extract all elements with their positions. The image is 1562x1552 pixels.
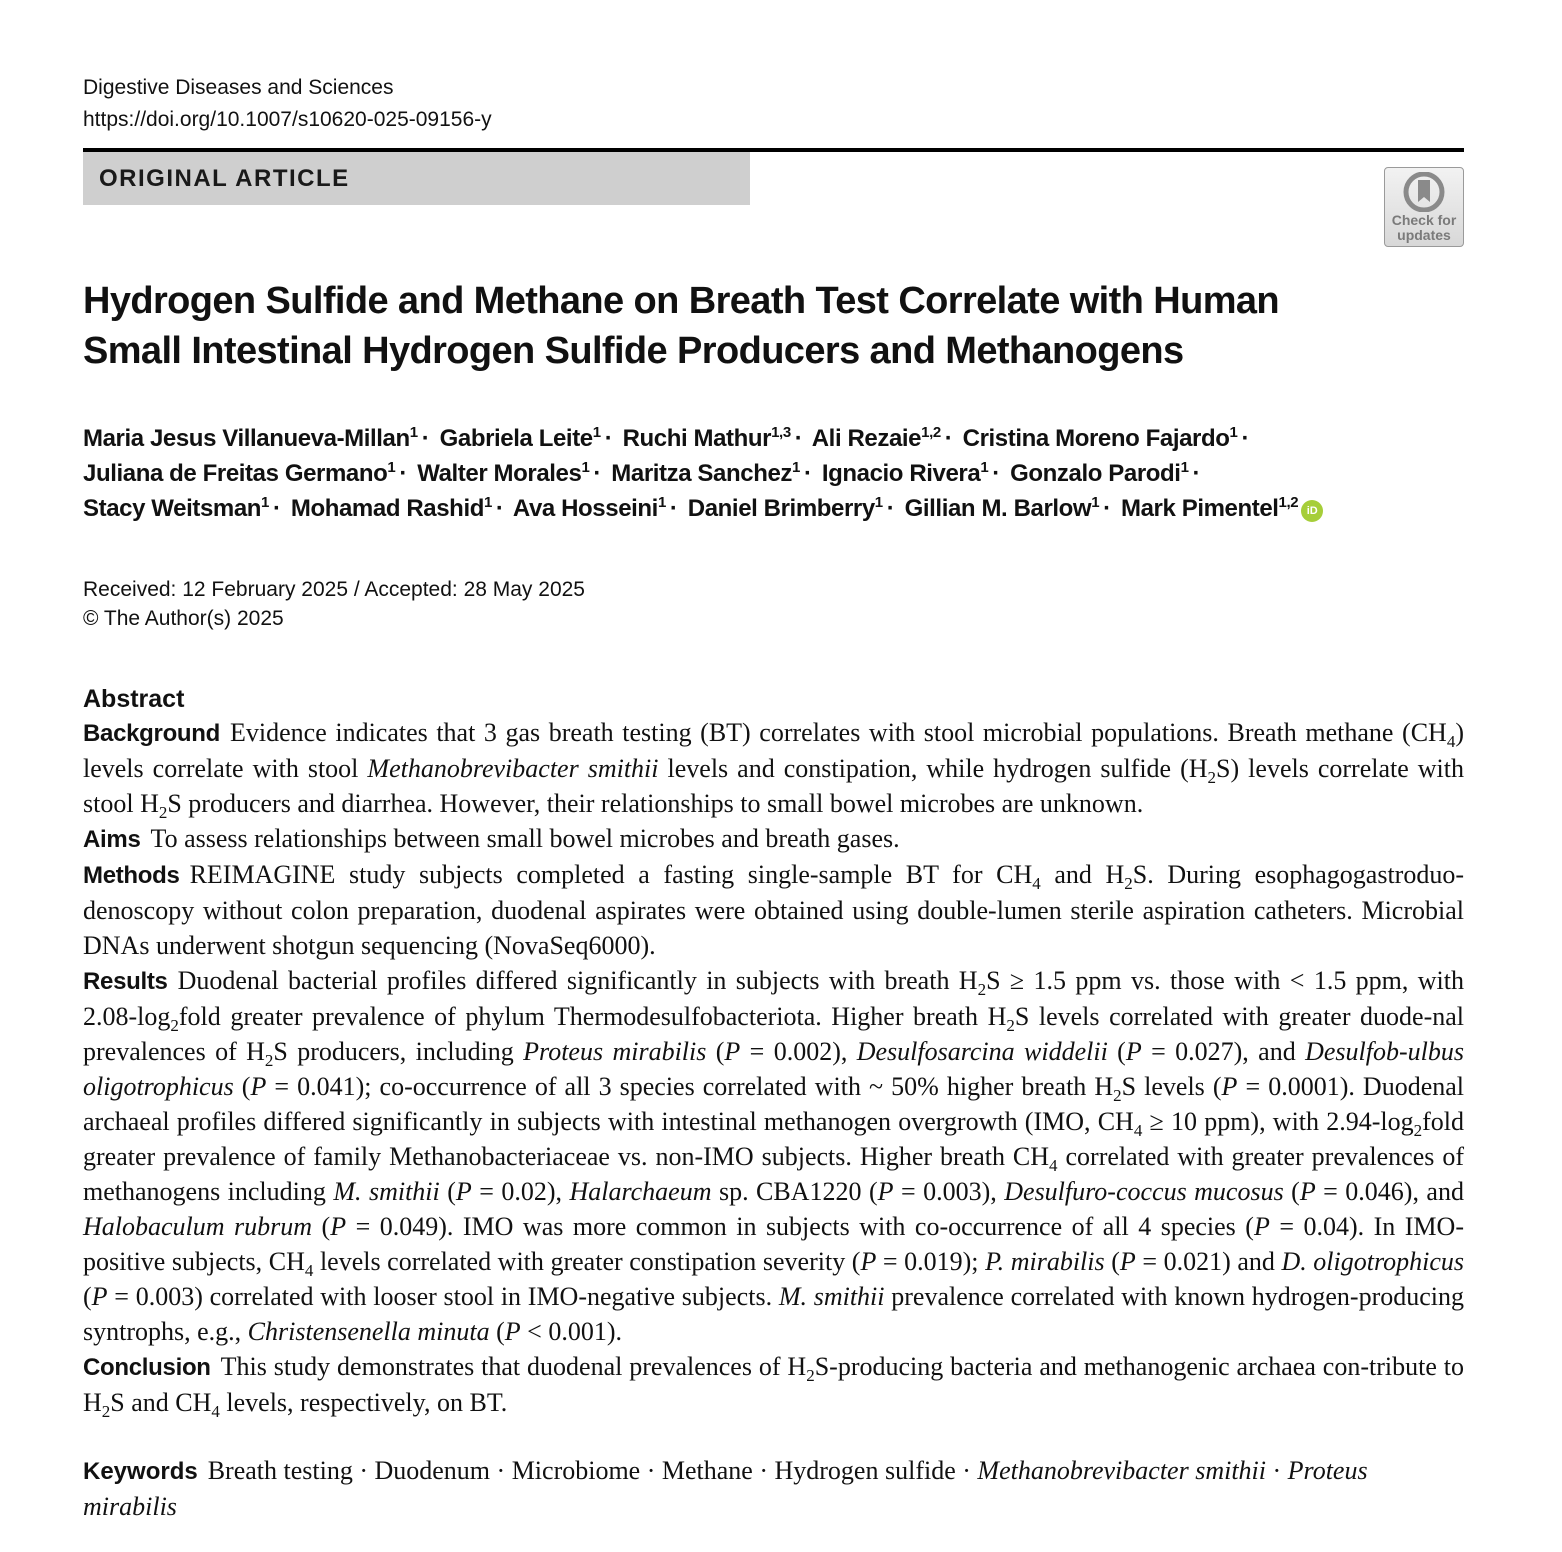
affiliation-marker: 1: [1091, 494, 1100, 511]
affiliation-marker: 1: [980, 459, 989, 476]
affiliation-marker: 1,2: [921, 424, 941, 441]
author[interactable]: Gonzalo Parodi$^1$: [1010, 459, 1189, 487]
section-label: Conclusion: [83, 1354, 211, 1381]
author[interactable]: Maritza Sanchez$^1$: [611, 459, 800, 487]
keywords-section: [83, 1453, 1464, 1524]
author[interactable]: Ali Rezaie$^{1,2}$: [811, 424, 941, 452]
article-type-label: ORIGINAL ARTICLE: [83, 152, 750, 205]
author-separator: ·: [495, 495, 504, 522]
section-label: Results: [83, 968, 168, 995]
author[interactable]: Gillian M. Barlow$^1$: [904, 494, 1100, 522]
author-separator: ·: [421, 425, 430, 452]
publication-dates: [83, 575, 585, 633]
affiliation-marker: 1: [1180, 459, 1189, 476]
abstract-aims: Aims To assess relationships between small bowel microbes and breath gases.: [83, 824, 900, 853]
keyword-italic: Proteus mirabilis: [83, 1456, 1368, 1521]
keywords-label: Keywords: [83, 1458, 198, 1485]
author[interactable]: Cristina Moreno Fajardo$^1$: [962, 424, 1238, 452]
author[interactable]: Ignacio Rivera$^1$: [821, 459, 989, 487]
affiliation-marker: 1: [409, 424, 418, 441]
author-separator: ·: [1103, 495, 1111, 522]
author-separator: ·: [803, 460, 812, 487]
article-title: [83, 276, 1383, 376]
author-separator: ·: [1192, 460, 1201, 487]
check-for-label: Check for: [1391, 212, 1457, 228]
copyright-line: © The Author(s) 2025: [83, 607, 284, 630]
keywords-plain: Breath testing · Duodenum · Microbiome · Methane · Hydrogen sulfide ·: [207, 1456, 978, 1485]
abstract-results: Results Duodenal bacterial profiles differed significantly in subjects with breath $H_2S \ge 1.5$ ppm vs. those with < 1.5 ppm, with $2.08-\log_2fold$ greater prevalence of phylum Thermodesulfobacteriota. Higher breath $H_2S$ levels correlated with greater duode-nal prevalences of $H_2S$ producers, including Proteus mirabilis (P = 0.002), Desulfosarcina widdelii (P = 0.027), and Desulfob-ulbus oligotrophicus (P = 0.041); co-occurrence of all 3 species correlated with ~ 50% higher breath $H_2S$ levels (P = 0.0001). Duodenal archaeal profiles differed significantly in subjects with intestinal methanogen overgrowth (IMO, $CH_4 \ge 10$ ppm), with $2.94-\log_2fold$ greater prevalence of family Methanobacteriaceae vs. non-IMO subjects. Higher breath $CH_4$ correlated with greater prevalences of methanogens including M. smithii (P = 0.02), Halarchaeum sp. CBA1220 (P = 0.003), Desulfuro-coccus mucosus (P = 0.046), and Halobaculum rubrum (P = 0.049). IMO was more common in subjects with co-occurrence of all 4 species (P = 0.04). In IMO-positive subjects, $CH_4$ levels correlated with greater constipation severity (P = 0.019); P. mirabilis (P = 0.021) and D. oligotrophicus (P = 0.003) correlated with looser stool in IMO-negative subjects. M. smithii prevalence correlated with known hydrogen-producing syntrophs, e.g., Christensenella minuta (P < 0.001).: [83, 966, 1465, 1346]
abstract-conclusion: Conclusion This study demonstrates that duodenal prevalences of $H_2S$-producing bacteria and methanogenic archaea con-tribute to $H_2S$ and $CH_4$ levels, respectively, on BT.: [83, 1352, 1464, 1421]
title-line-2: Small Intestinal Hydrogen Sulfide Producers and Methanogens: [83, 330, 1184, 372]
affiliation-marker: 1: [792, 459, 800, 476]
abstract-methods: Methods REIMAGINE study subjects completed a fasting single-sample BT for $CH_4$ and $H_2S$. During esophagogastroduo-denoscopy without colon preparation, duodenal aspirates were obtained using double-lumen sterile aspiration catheters. Microbial DNAs underwent shotgun sequencing (NovaSeq6000).: [83, 860, 1464, 960]
affiliation-marker: 1: [874, 494, 883, 511]
section-label: Methods: [83, 862, 180, 889]
author[interactable]: Walter Morales$^1$: [417, 459, 590, 487]
author-separator: ·: [794, 425, 803, 452]
affiliation-marker: 1: [387, 459, 396, 476]
updates-label: updates: [1397, 227, 1451, 243]
affiliation-marker: 1: [592, 424, 601, 441]
received-accepted-dates: Received: 12 February 2025 / Accepted: 28 May 2025: [83, 578, 585, 601]
author-list: [83, 421, 1473, 526]
journal-header: [83, 72, 492, 136]
abstract-section: [83, 683, 1464, 1420]
abstract-background: Background Evidence indicates that 3 gas breath testing (BT) correlates with stool microbial populations. Breath methane $(CH_4)$ levels correlate with stool Methanobrevibacter smithii levels and constipation, while hydrogen sulfide $(H_2S)$ levels correlate with stool $H_2S$ producers and diarrhea. However, their relationships to small bowel microbes are unknown.: [83, 718, 1464, 822]
section-label: Aims: [83, 826, 141, 853]
affiliation-marker: 1: [261, 494, 269, 511]
author[interactable]: Gabriela Leite$^1$: [439, 424, 601, 452]
author[interactable]: Stacy Weitsman$^1$: [83, 494, 269, 522]
author[interactable]: Daniel Brimberry$^1$: [687, 494, 883, 522]
section-label: Background: [83, 720, 221, 747]
affiliation-marker: 1: [581, 459, 590, 476]
author[interactable]: Maria Jesus Villanueva-Millan$^1$: [83, 424, 418, 452]
author-separator: ·: [273, 495, 281, 522]
author-separator: ·: [399, 460, 407, 487]
author[interactable]: Mohamad Rashid$^1$: [290, 494, 492, 522]
title-line-1: Hydrogen Sulfide and Methane on Breath Test Correlate with Human: [83, 280, 1280, 322]
author[interactable]: Ruchi Mathur$^{1,3}$: [622, 424, 791, 452]
author[interactable]: Ava Hosseini$^1$: [512, 494, 666, 522]
affiliation-marker: 1: [657, 494, 666, 511]
doi-link[interactable]: https://doi.org/10.1007/s10620-025-09156-y: [83, 108, 492, 131]
author-separator: ·: [669, 495, 678, 522]
abstract-heading: Abstract: [83, 685, 185, 713]
keyword-italic: Methanobrevibacter smithii: [977, 1456, 1266, 1485]
affiliation-marker: 1: [1229, 424, 1238, 441]
bookmark-ribbon-icon: [1402, 172, 1446, 212]
affiliation-marker: 1,2: [1278, 494, 1299, 511]
author-separator: ·: [593, 460, 601, 487]
author-separator: ·: [992, 460, 1000, 487]
author-separator: ·: [1241, 425, 1250, 452]
author[interactable]: Juliana de Freitas Germano$^1$: [83, 459, 396, 487]
check-for-updates-button[interactable]: [1384, 167, 1464, 247]
author-separator: ·: [944, 425, 953, 452]
author[interactable]: Mark Pimentel$^{1,2}$ iD: [1121, 495, 1323, 522]
author-separator: ·: [604, 425, 613, 452]
affiliation-marker: 1,3: [771, 424, 791, 441]
journal-name: Digestive Diseases and Sciences: [83, 76, 394, 99]
author-separator: ·: [886, 495, 895, 522]
orcid-icon[interactable]: iD: [1301, 500, 1323, 522]
affiliation-marker: 1: [483, 494, 492, 511]
keyword-separator: ·: [1266, 1456, 1288, 1485]
